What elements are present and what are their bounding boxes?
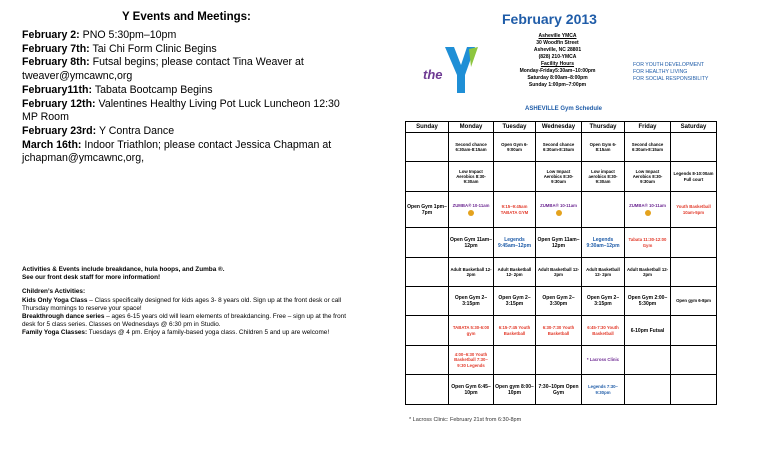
gym-schedule-table [405,121,717,405]
table-cell [625,346,671,375]
table-row [406,287,717,316]
table-cell: Low impact aerobics 8:30-9:30am [582,162,625,192]
day-header: Friday [625,122,671,133]
event-text: Tabata Bootcamp Begins [92,83,213,96]
right-panel [405,0,723,466]
table-cell [582,192,625,228]
table-cell [671,375,717,405]
table-cell: Adult Basketball 12- 2pm [625,258,671,287]
smiley-icon [645,210,651,216]
zumba-label: ZUMBA® 10-11am [540,202,577,208]
event-date: February 12th: [22,97,96,110]
day-header: Monday [449,122,494,133]
table-cell [536,346,582,375]
table-cell: Legends 7:30– 9:30pm [582,375,625,405]
smiley-icon [556,210,562,216]
activities-info [22,266,347,338]
smiley-icon [468,210,474,216]
table-cell [406,228,449,258]
zumba-label: ZUMBA® 10-11am [452,202,490,208]
table-cell: Adult Basketball 12- 2pm [494,258,536,287]
address-block [510,33,605,89]
hours-line: Monday-Friday5:30am–10:00pm [519,68,596,74]
table-cell: 6:15-7:45 Youth Basketball [494,316,536,346]
table-cell [536,192,582,228]
table-cell: Legends 8-10:00am Full court [671,162,717,192]
table-cell: Second chance 6:30am-8:15am [449,133,494,162]
day-header: Wednesday [536,122,582,133]
table-cell: Adult Basketball 12- 2pm [449,258,494,287]
event-text: Y Contra Dance [96,124,175,137]
table-cell: 9:15–9:45am TABATA GYM [494,192,536,228]
day-header: Sunday [406,122,449,133]
table-cell [449,192,494,228]
event-date: February 8th: [22,56,90,69]
footnote: * Lacross Clinic: February 21st from 6:30-8pm [409,417,522,423]
table-cell: Open Gym 2–3:15pm [449,287,494,316]
event-text: Tai Chi Form Clinic Begins [89,42,217,55]
family-yoga-text: Tuesdays @ 4 pm. Enjoy a family-based yoga class. Children 5 and up are welcome! [87,329,330,337]
table-cell [671,316,717,346]
table-cell: Open Gym 2–3:15pm [494,287,536,316]
table-cell: Open Gym 11am–12pm [536,228,582,258]
family-yoga-title: Family Yoga Classes: [22,329,88,337]
tagline-line: FOR YOUTH DEVELOPMENT [633,62,705,68]
table-cell: Open gym 6-8pm [671,287,717,316]
table-row [406,228,717,258]
event-date: February 23rd: [22,124,97,137]
table-cell [406,133,449,162]
table-cell: Open Gym 2–3:30pm [536,287,582,316]
address-line: Asheville, NC 28801 [533,47,582,53]
address-line: 30 Woodfin Street [536,40,579,46]
table-row [406,133,717,162]
schedule-title: ASHEVILLE Gym Schedule [525,106,603,112]
table-cell: Legends 9:30am–12pm [582,228,625,258]
day-header: Saturday [671,122,717,133]
event-item [22,84,342,98]
event-date: March 16th: [22,138,82,151]
ymca-logo [423,45,483,95]
table-cell: Youth Basketball 10am-5pm [671,192,717,228]
table-cell [494,162,536,192]
table-cell: Second chance 6:30am-8:15am [625,133,671,162]
table-cell [671,133,717,162]
event-text: Valentines Healthy Living Pot Luck Luncheon 12:30 MP Room [22,97,340,124]
table-row [406,316,717,346]
table-cell: TABATA 5:30-6:00 gym [449,316,494,346]
event-text: PNO 5:30pm–10pm [79,29,177,41]
table-cell: Open Gym 11am–12pm [449,228,494,258]
table-cell: Low Impact Aerobics 8:30-9:30am [536,162,582,192]
table-row [406,192,717,228]
table-cell: Tabata 11:30-12:00 Gym [625,228,671,258]
table-cell: 6:45-7:30 Youth Basketball [582,316,625,346]
breakthrough-title: Breakthrough dance series [22,313,105,321]
event-item [22,56,342,83]
event-text: Futsal begins; please contact Tina Weaver at tweaver@ymcawnc,org [22,56,304,83]
table-cell: * Lacross Clinic [582,346,625,375]
table-cell: Second chance 6:30am-8:15am [536,133,582,162]
zumba-label: ZUMBA® 10-11am [629,202,666,208]
event-item [22,43,342,57]
hours-line: Sunday 1:00pm–7:00pm [528,82,587,88]
table-cell: Legends 9:45am–12pm [494,228,536,258]
event-item [22,125,342,139]
table-cell [406,258,449,287]
table-cell: Adult Basketball 12- 2pm [536,258,582,287]
logo-text: the [423,67,443,82]
children-title: Children’s Activities: [22,288,86,296]
event-text: Indoor Triathlon; please contact Jessica Chapman at jchapman@ymcawnc,org, [22,138,332,165]
day-header: Tuesday [494,122,536,133]
table-cell: Open Gym 2:00–5:30pm [625,287,671,316]
activities-line: Activities & Events include breakdance, hula hoops, and Zumba ®. [22,266,225,273]
table-cell [406,316,449,346]
table-cell: Open Gym 1pm–7pm [406,192,449,228]
table-cell: Open Gym 2–3:15pm [582,287,625,316]
event-item [22,139,342,166]
activities-line: See our front desk staff for more information! [22,274,161,282]
table-cell [671,258,717,287]
tagline [633,62,708,83]
table-row [406,258,717,287]
table-cell [625,192,671,228]
table-cell: 4:00–6:30 Youth Basketball 7:30–9:30 Legends [449,346,494,375]
table-cell: 6-10pm Futsal [625,316,671,346]
event-date: February 7th: [22,42,90,55]
event-date: February11th: [22,83,93,96]
table-cell: 6:30-7:30 Youth Basketball [536,316,582,346]
hours-line: Saturday 8:00am–8:00pm [527,75,588,81]
day-header: Thursday [582,122,625,133]
table-cell [671,346,717,375]
hours-title: Facility Hours [540,61,575,67]
table-cell [671,228,717,258]
address-line: Asheville YMCA [538,33,577,39]
table-cell [625,375,671,405]
table-row [406,346,717,375]
table-header-row [406,122,717,133]
event-item [22,98,342,125]
table-cell: Open Gym 6:45–10pm [449,375,494,405]
kids-yoga-title: Kids Only Yoga Class [22,296,88,304]
table-cell: Open Gym 6-8:15am [582,133,625,162]
table-cell [406,287,449,316]
events-list [22,29,342,166]
table-cell [406,162,449,192]
month-title: February 2013 [502,11,597,27]
tagline-line: FOR HEALTHY LIVING [633,69,688,75]
table-cell [406,375,449,405]
breakthrough-text: – ages 6-15 years old will learn elements of breakdancing. Free – sign up at the front desk for 5 class series. Classes on Wednesdays @ 6:30 pm in Studio. [22,313,346,329]
table-cell: Open gym 8:00–10pm [494,375,536,405]
table-row [406,375,717,405]
table-cell: Low Impact Aerobics 8:30-9:30am [449,162,494,192]
table-cell: 7:30–10pm Open Gym [536,375,582,405]
table-cell: Low Impact Aerobics 8:30-9:30am [625,162,671,192]
address-line: (828) 210-YMCA [538,54,577,60]
table-cell [494,346,536,375]
table-cell [406,346,449,375]
events-title: Y Events and Meetings: [122,11,251,23]
table-row [406,162,717,192]
tagline-line: FOR SOCIAL RESPONSIBILITY [633,76,709,82]
kids-yoga-text: – Class specifically designed for kids ages 3- 8 years old. Sign up at the front desk or call Thursday mornings to reserve your space! [22,296,342,312]
table-cell: Adult Basketball 12- 2pm [582,258,625,287]
event-date: February 2: [22,29,80,41]
event-item [22,29,342,43]
table-cell: Open Gym 6-9:00am [494,133,536,162]
